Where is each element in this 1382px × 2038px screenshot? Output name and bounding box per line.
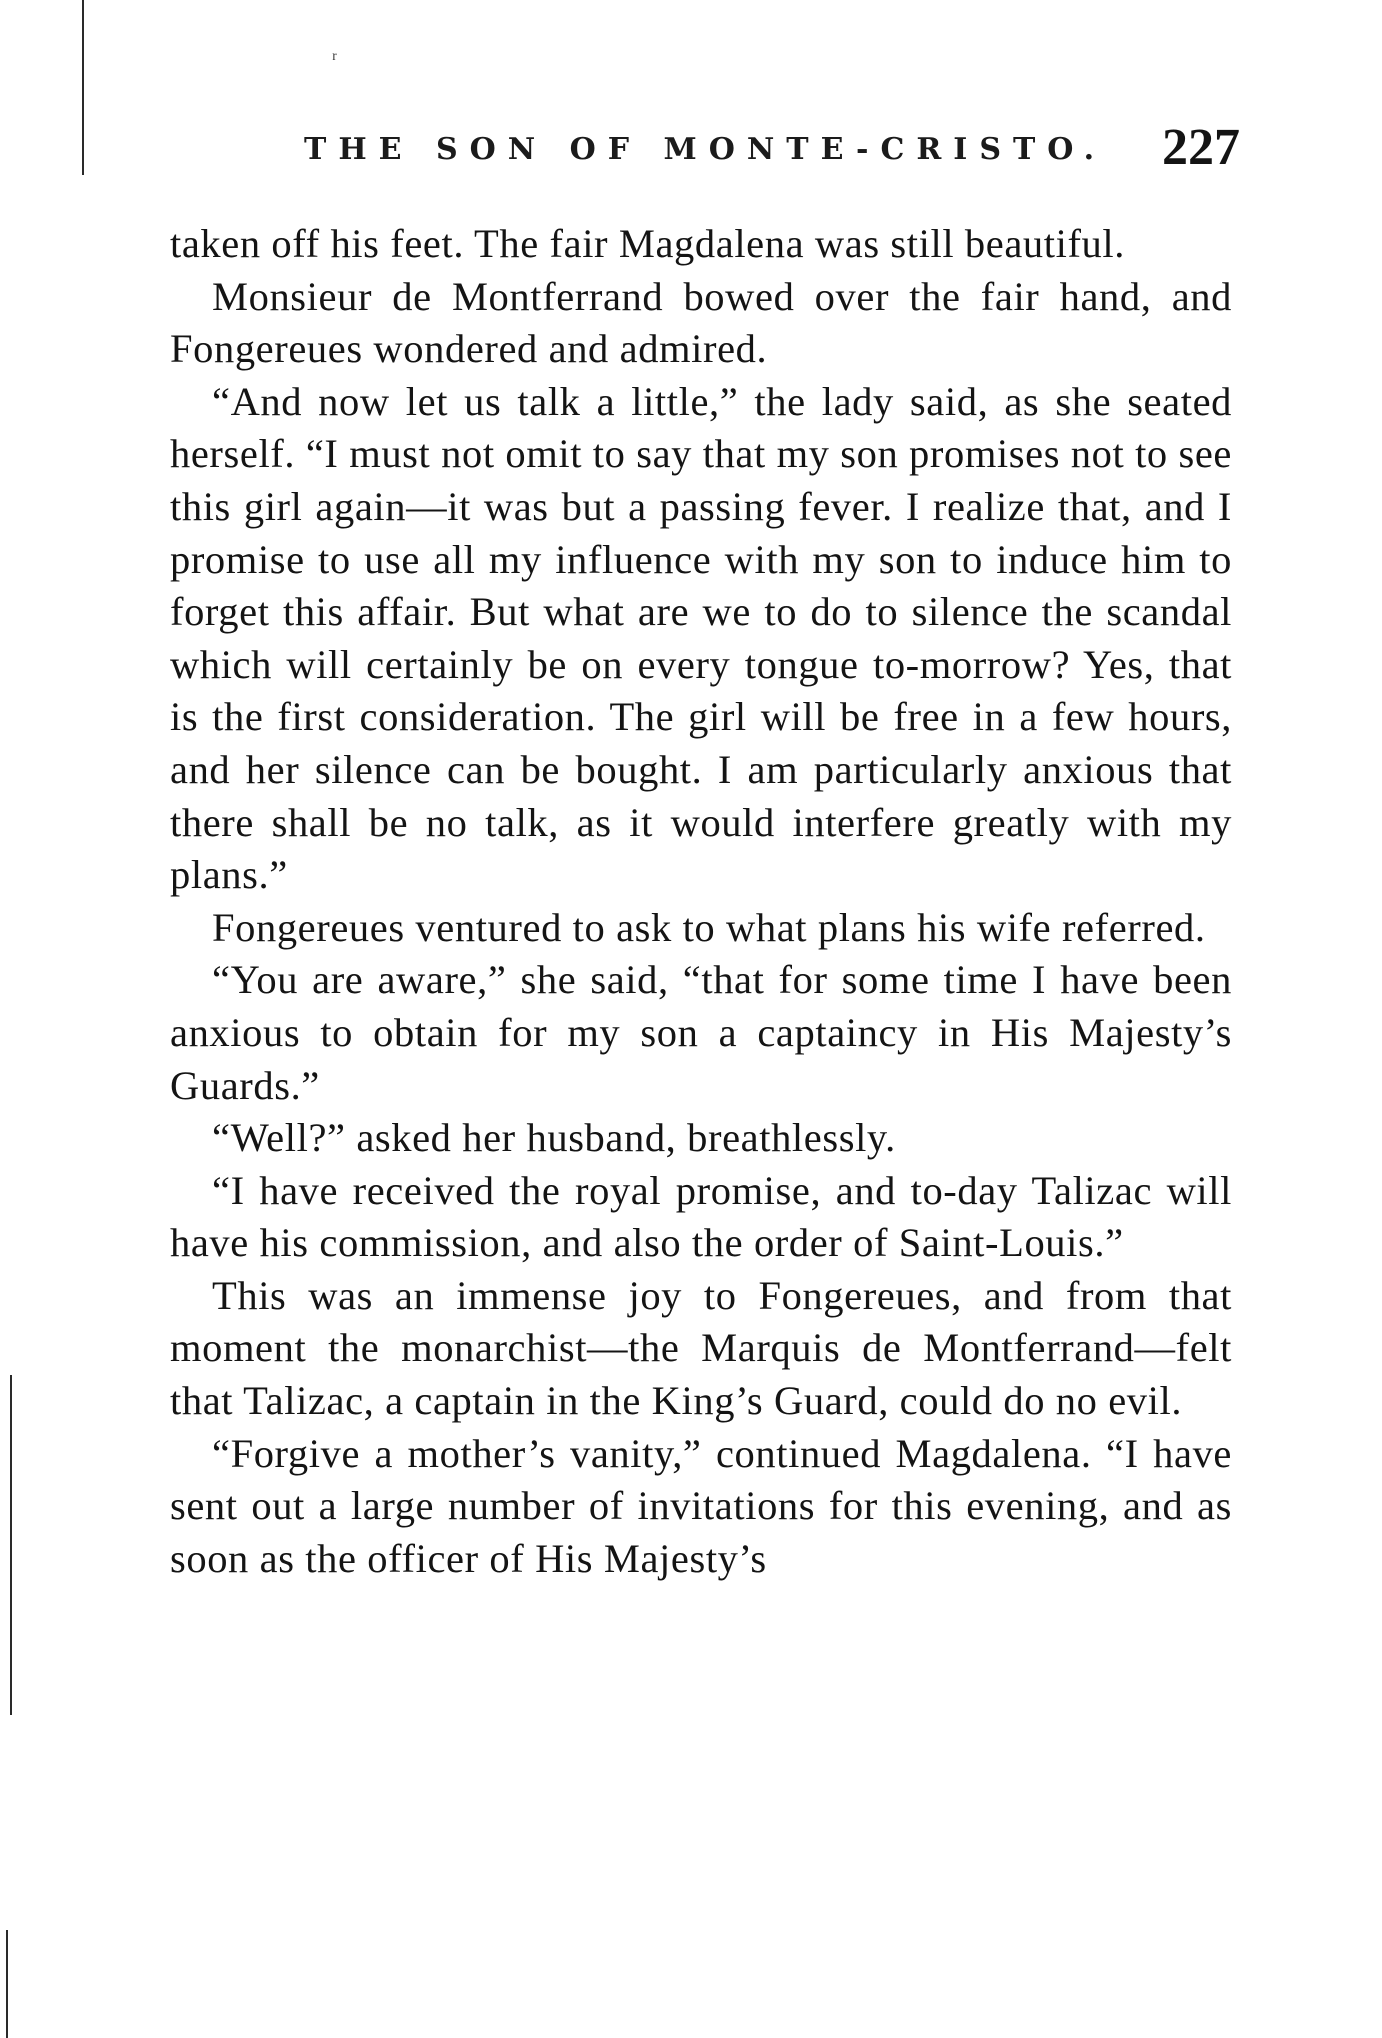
ink-speck: ʳ xyxy=(332,46,337,71)
running-header xyxy=(170,118,1240,178)
paragraph-2: Monsieur de Montferrand bowed over the fair hand, and Fongereues wondered and admired. xyxy=(170,273,1232,372)
binding-edge-line-middle xyxy=(10,1375,12,1715)
running-title: THE SON OF MONTE-CRISTO. xyxy=(304,132,1107,167)
binding-edge-line-bottom xyxy=(6,1930,8,2038)
paragraph-1: taken off his feet. The fair Magdalena was still beautiful. xyxy=(170,221,1125,266)
paragraph-9: “Forgive a mother’s vanity,” continued Magdalena. “I have sent out a large number of invitations for this evening, and as soon as the officer of His Majesty’s xyxy=(170,1430,1232,1581)
paragraph-4: Fongereues ventured to ask to what plans his wife referred. xyxy=(212,904,1206,950)
paragraph-8: This was an immense joy to Fongereues, and from that moment the monarchist—the Marquis de Montferrand—felt that Talizac, a captain in the King’s Guard, could do no evil. xyxy=(170,1272,1232,1424)
paragraph-5: “You are aware,” she said, “that for some time I have been anxious to obtain for my son a captaincy in His Majesty’s Guards.” xyxy=(170,957,1232,1108)
paragraph-3: “And now let us talk a little,” the lady said, as she seated herself. “I must not omit to say that my son promises not to see this girl again—it was but a passing fever. I realize that, and I promise to use all my influence with my son to induce him to forget this affair. But what are we to do to silence the scandal which will certainly be on every tongue to-morrow? Yes, that is the first consideration. The girl will be free in a few hours, and her silence can be bought. I am particularly anxious that there shall be no talk, as it would interfere greatly with my plans.” xyxy=(170,378,1233,898)
paragraph-7: “I have received the royal promise, and to-day Talizac will have his commission, and also the order of Saint-Louis.” xyxy=(170,1167,1232,1266)
body-text xyxy=(170,218,1232,1585)
paragraph-6: “Well?” asked her husband, breathlessly. xyxy=(212,1115,896,1161)
page-number: 227 xyxy=(1162,119,1240,176)
binding-edge-line-top xyxy=(82,0,84,175)
